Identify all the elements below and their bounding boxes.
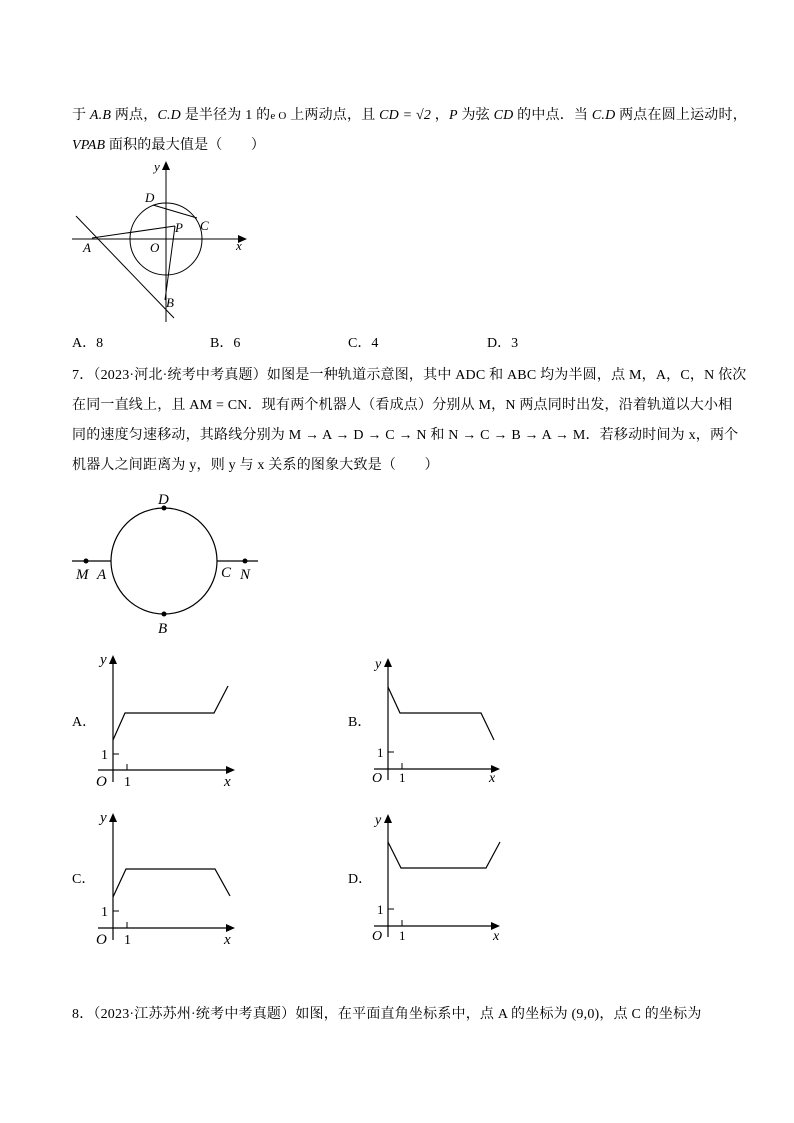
graph-c-label-x1: 1 xyxy=(124,933,131,948)
graph-b-label-x1: 1 xyxy=(399,770,406,785)
q6-label-o: O xyxy=(150,240,160,255)
graph-d-label-y1: 1 xyxy=(377,902,384,917)
q7-label-b: B xyxy=(158,621,168,636)
graph-b-y-arrow xyxy=(384,658,392,667)
graph-a-label-y1: 1 xyxy=(101,748,108,763)
graph-a-label-x1: 1 xyxy=(124,775,131,790)
graph-b-label-x: x xyxy=(489,771,496,786)
q7-track-circle xyxy=(111,508,217,614)
graph-d-label-x: x xyxy=(493,929,500,944)
q6-label-b: B xyxy=(166,295,174,310)
graph-d-label-o: O xyxy=(372,929,383,944)
q7-label-c: C xyxy=(221,565,232,581)
q6-label-y: y xyxy=(154,159,160,174)
q7-graph-b xyxy=(368,652,508,787)
q6-label-c: C xyxy=(200,218,209,233)
q7-label-m: M xyxy=(76,567,89,583)
graph-b-curve xyxy=(388,687,494,740)
graph-a-y-arrow xyxy=(109,655,117,664)
graph-a-label-y: y xyxy=(100,652,107,668)
q6-label-d: D xyxy=(145,190,155,205)
graph-a-label-x: x xyxy=(224,774,231,790)
q6-option-b[interactable]: B．6 xyxy=(210,336,241,351)
q7-option-a[interactable]: A． xyxy=(72,715,97,730)
q6-stem-line1: 于 A.B 两点，C.D 是半径为 1 的e O 上两动点，且 CD = √2 ，P 为弦 CD 的中点．当 C.D 两点在圆上运动时， xyxy=(72,108,747,123)
q6-option-d[interactable]: D．3 xyxy=(487,336,519,351)
q6-figure xyxy=(66,158,256,328)
graph-c-label-y: y xyxy=(100,810,107,826)
q6-segment-pa xyxy=(92,226,175,238)
q7-graph-d xyxy=(368,806,508,944)
q7-track-figure xyxy=(66,486,266,636)
graph-b-label-y: y xyxy=(375,657,382,672)
graph-d-curve xyxy=(388,842,500,868)
q7-graph-c xyxy=(92,806,242,948)
q8-stem-line1: 8．（2023·江苏苏州·统考中考真题）如图，在平面直角坐标系中，点 A 的坐标为 (9,0)，点 C 的坐标为 xyxy=(72,1007,702,1022)
graph-c-label-x: x xyxy=(224,932,231,948)
graph-c-curve xyxy=(113,869,230,897)
q7-point-m xyxy=(84,559,89,564)
q7-stem-line4: 机器人之间距离为 y，则 y 与 x 关系的图象大致是（ ） xyxy=(72,458,439,473)
q6-label-x: x xyxy=(236,238,242,253)
q6-y-arrow xyxy=(162,161,170,170)
q7-stem-line1: 7．（2023·河北·统考中考真题）如图是一种轨道示意图，其中 ADC 和 ABC 均为半圆，点 M，A，C，N 依次 xyxy=(72,368,747,383)
q6-label-a: A xyxy=(83,240,91,255)
graph-d-label-y: y xyxy=(375,813,382,828)
q7-option-b[interactable]: B． xyxy=(348,715,372,730)
q6-option-a[interactable]: A．8 xyxy=(72,336,104,351)
graph-c-label-y1: 1 xyxy=(101,905,108,920)
q7-stem-line3: 同的速度匀速移动，其路线分别为 M → A → D → C → N 和 N → C → B → A → M．若移动时间为 x，两个 xyxy=(72,428,739,443)
q6-option-c[interactable]: C．4 xyxy=(348,336,379,351)
graph-c-label-o: O xyxy=(96,932,107,948)
q6-stem-line2: VPAB 面积的最大值是（ ） xyxy=(72,138,266,153)
graph-d-y-arrow xyxy=(384,814,392,823)
graph-d-label-x1: 1 xyxy=(399,928,406,943)
graph-a-curve xyxy=(113,686,228,740)
q7-point-b xyxy=(162,612,167,617)
graph-b-label-y1: 1 xyxy=(377,745,384,760)
q7-stem-line2: 在同一直线上，且 AM = CN．现有两个机器人（看成点）分别从 M，N 两点同时出发，沿着轨道以大小相 xyxy=(72,398,733,413)
graph-a-x-arrow xyxy=(226,766,235,774)
graph-a-label-o: O xyxy=(96,774,107,790)
q7-point-n xyxy=(243,559,248,564)
q6-line-ab xyxy=(76,216,174,318)
graph-b-label-o: O xyxy=(372,771,383,786)
graph-c-y-arrow xyxy=(109,813,117,822)
q7-label-n: N xyxy=(240,567,251,583)
q6-chord-dc xyxy=(153,205,197,218)
q6-label-p: P xyxy=(175,220,183,235)
q7-option-c[interactable]: C． xyxy=(72,872,96,887)
graph-c-x-arrow xyxy=(226,924,235,932)
q7-label-d: D xyxy=(158,492,169,508)
q7-graph-a xyxy=(92,650,242,792)
q7-label-a: A xyxy=(97,567,107,583)
q7-option-d[interactable]: D． xyxy=(348,872,373,887)
